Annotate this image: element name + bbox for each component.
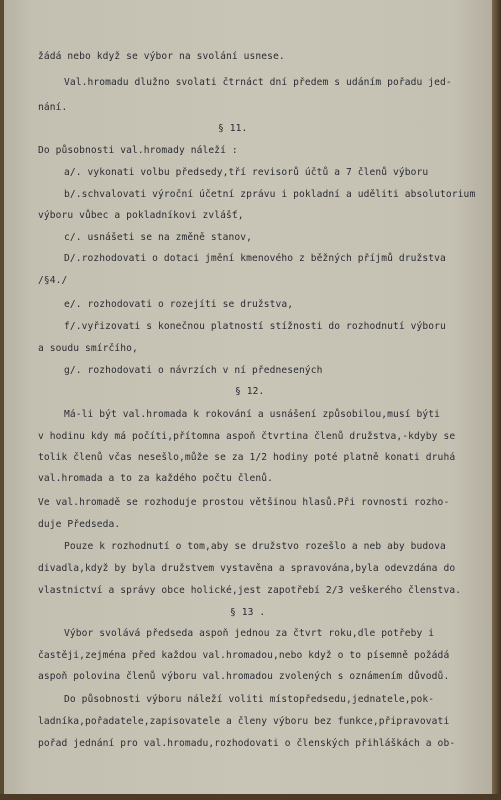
section-heading: § 11. [218,123,248,134]
text-line: Výbor svolává předseda aspoň jednou za čtvrt roku,dle potřeby i [64,628,435,639]
text-line: v hodinu kdy má počíti,přítomna aspoň čtvrtina členů družstva,-kdyby se [38,431,456,442]
text-line: divadla,když by byla družstvem vystavěna a spravována,byla odevzdána do [38,563,456,574]
text-line: žádá nebo když se výbor na svolání usnese. [38,51,285,62]
text-line: vlastnictví a správy obce holické,jest zapotřebí 2/3 veškerého členstva. [38,585,462,596]
text-line: ladníka,pořadatele,zapisovatele a členy výboru bez funkce,připravovati [38,716,450,727]
bottom-edge [0,794,501,800]
text-line: Val.hromadu dlužno svolati čtrnáct dní předem s udáním pořadu jed- [64,77,452,88]
list-item: a/. vykonati volbu předsedy,tří revisorů účtů a 7 členů výboru [64,167,429,178]
list-item: e/. rozhodovati o rozejíti se družstva, [64,299,294,310]
text-line: Do působnosti val.hromady náleží : [38,145,238,156]
list-item: D/.rozhodovati o dotaci jmění kmenového z běžných příjmů družstva [64,253,446,264]
text-line: Do působnosti výboru náleží voliti místopředsedu,jednatele,pok- [64,694,435,705]
text-line: a soudu smírčího, [38,343,138,354]
list-item: g/. rozhodovati o návrzích v ní přednesených [64,365,323,376]
text-line: aspoň polovina členů výboru val.hromadou zvolených s oznámením důvodů. [38,671,450,682]
list-item: b/.schvalovati výroční účetní zprávu i pokladní a uděliti absolutorium [64,189,476,200]
text-line: /§4./ [38,275,68,286]
text-line: Ve val.hromadě se rozhoduje prostou většinou hlasů.Při rovnosti rozho- [38,497,450,508]
text-line: duje Předseda. [38,519,121,530]
text-line: val.hromada a to za každého počtu členů. [38,473,274,484]
text-line: častěji,zejména před každou val.hromadou,nebo když o to písemně požádá [38,650,450,661]
text-line: Má-li být val.hromada k rokování a usnášení způsobilou,musí býti [64,409,441,420]
document-page [4,0,492,794]
text-line: tolik členů včas nesešlo,může se za 1/2 hodiny poté platně konati druhá [38,452,456,463]
text-line: Pouze k rozhodnutí o tom,aby se družstvo rozešlo a neb aby budova [64,541,446,552]
binding-edge [492,0,501,800]
text-line: výboru vůbec a pokladníkovi zvlášť, [38,210,244,221]
section-heading: § 13 . [230,607,266,618]
list-item: f/.vyřizovati s konečnou platností stížnosti do rozhodnutí výboru [64,321,446,332]
list-item: c/. usnášeti se na změně stanov, [64,232,253,243]
section-heading: § 12. [235,386,265,397]
text-line: nání. [38,102,68,113]
text-line: pořad jednání pro val.hromadu,rozhodovati o členských přihláškách a ob- [38,738,456,749]
